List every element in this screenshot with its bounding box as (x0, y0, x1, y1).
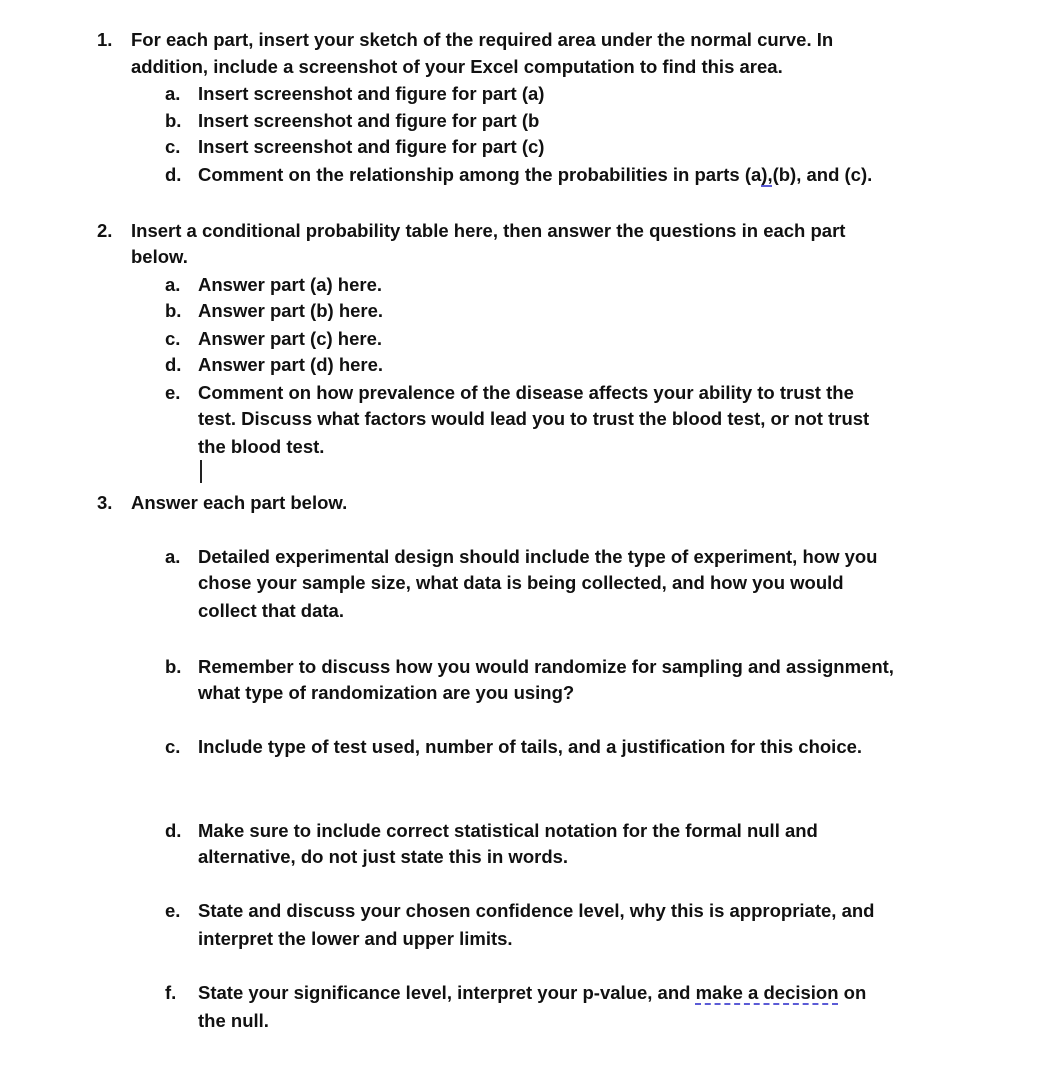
q2-item-d-letter: d. (165, 354, 182, 375)
q1-item-a-letter: a. (165, 83, 181, 104)
q3-item-e-text-line-1: State and discuss your chosen confidence level, why this is appropriate, and (198, 900, 875, 921)
q3-item-d-text-line-2: alternative, do not just state this in words. (198, 846, 569, 867)
q3-item-a-text-line-3: collect that data. (198, 600, 344, 621)
q2-text-line-1: Insert a conditional probability table here, then answer the questions in each part (131, 220, 846, 241)
q2-item-e-text-line-3: the blood test. (198, 436, 325, 457)
q3-item-b-letter: b. (165, 656, 182, 677)
q3-item-d-text-line-1: Make sure to include correct statistical notation for the formal null and (198, 820, 818, 841)
q1-item-a-text: Insert screenshot and figure for part (a) (198, 83, 545, 104)
q2-item-a-text: Answer part (a) here. (198, 274, 383, 295)
q1-item-d-text-start: Comment on the relationship among the probabilities in parts (a (198, 164, 762, 185)
q3-item-b-text-line-1: Remember to discuss how you would randomize for sampling and assignment, (198, 656, 894, 677)
q2-item-e-text-line-1: Comment on how prevalence of the disease affects your ability to trust the (198, 382, 854, 403)
q3-item-d-letter: d. (165, 820, 182, 841)
q2-item-a-letter: a. (165, 274, 181, 295)
q3-item-b-text-line-2: what type of randomization are you using? (198, 682, 575, 703)
q2-item-b-text: Answer part (b) here. (198, 300, 384, 321)
q3-item-e-letter: e. (165, 900, 181, 921)
q2-item-e-letter: e. (165, 382, 181, 403)
q2-item-c-text: Answer part (c) here. (198, 328, 383, 349)
q3-item-a-text-line-1: Detailed experimental design should include the type of experiment, how you (198, 546, 878, 567)
q1-text-line-2: addition, include a screenshot of your Excel computation to find this area. (131, 56, 783, 77)
q1-item-b-text: Insert screenshot and figure for part (b (198, 110, 540, 131)
q1-item-c-text: Insert screenshot and figure for part (c) (198, 136, 545, 157)
q3-item-f-text-end: on (838, 982, 867, 1003)
q3-item-a-text-line-2: chose your sample size, what data is being collected, and how you would (198, 572, 844, 593)
q1-item-d-text-end: (b), and (c). (772, 164, 873, 185)
q3-item-c-text-line-1: Include type of test used, number of tails, and a justification for this choice. (198, 736, 863, 757)
q1-item-d-text (198, 164, 872, 186)
q3-item-f-text-line-2: the null. (198, 1010, 269, 1031)
q2-item-b-letter: b. (165, 300, 182, 321)
grammar-flag-underline[interactable]: ), (761, 164, 773, 185)
q2-item-e-text-line-2: test. Discuss what factors would lead you to trust the blood test, or not trust (198, 408, 870, 429)
text-cursor (200, 460, 202, 483)
grammar-flag-underline[interactable]: make a decision (695, 982, 839, 1003)
q1-number: 1. (97, 29, 113, 50)
q3-number: 3. (97, 492, 113, 513)
q3-title: Answer each part below. (131, 492, 348, 513)
q1-item-d-letter: d. (165, 164, 182, 185)
q3-item-c-letter: c. (165, 736, 181, 757)
q3-item-a-letter: a. (165, 546, 181, 567)
q2-item-c-letter: c. (165, 328, 181, 349)
q1-text-line-1: For each part, insert your sketch of the required area under the normal curve. In (131, 29, 834, 50)
q2-number: 2. (97, 220, 113, 241)
q2-text-line-2: below. (131, 246, 188, 267)
q3-item-f-text-line-1 (198, 982, 866, 1004)
q3-item-f-letter: f. (165, 982, 177, 1003)
q1-item-b-letter: b. (165, 110, 182, 131)
q3-item-f-text-start: State your significance level, interpret your p-value, and (198, 982, 696, 1003)
q2-item-d-text: Answer part (d) here. (198, 354, 384, 375)
q1-item-c-letter: c. (165, 136, 181, 157)
q3-item-e-text-line-2: interpret the lower and upper limits. (198, 928, 513, 949)
